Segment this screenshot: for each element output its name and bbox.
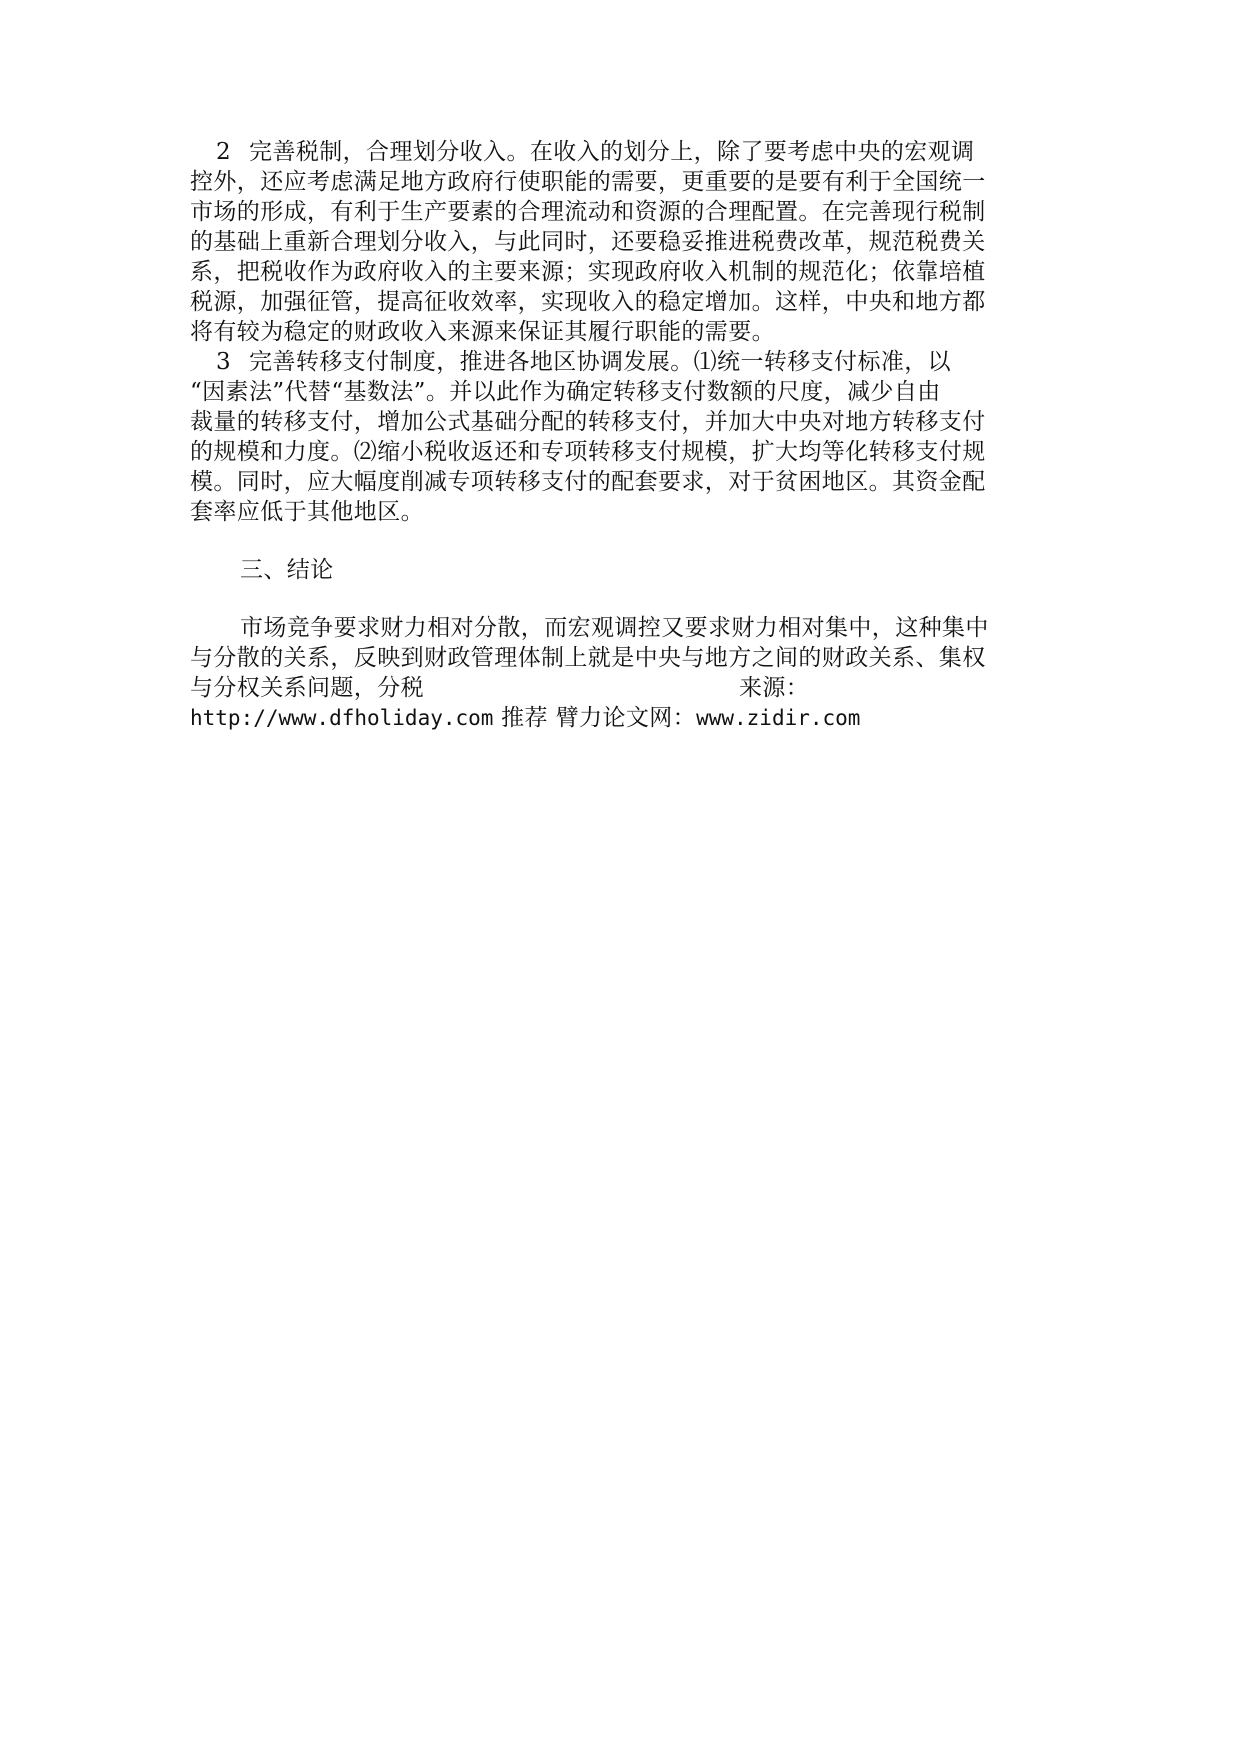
source-link[interactable]: http://www.dfholiday.com [190, 706, 494, 730]
paragraph-2-line-5: 系，把税收作为政府收入的主要来源；实现政府收入机制的规范化；依靠培植 [190, 259, 986, 285]
paragraph-3-line-2: “因素法”代替“基数法”。并以此作为确定转移支付数额的尺度，减少自由 [190, 379, 941, 405]
paragraph-3-line-4: 的规模和力度。⑵缩小税收返还和专项转移支付规模，扩大均等化转移支付规 [190, 439, 986, 465]
source-label: 来源： [739, 675, 810, 701]
conclusion-line-1: 市场竞争要求财力相对分散，而宏观调控又要求财力相对集中，这种集中 [240, 615, 989, 641]
paragraph-2-line-7: 将有较为稳定的财政收入来源来保证其履行职能的需要。 [190, 319, 775, 345]
conclusion-line-2: 与分散的关系，反映到财政管理体制上就是中央与地方之间的财政关系、集权 [190, 645, 986, 671]
paragraph-3-line-1: 3 完善转移支付制度，推进各地区协调发展。⑴统一转移支付标准，以 [216, 349, 952, 375]
site-link[interactable]: www.zidir.com [696, 706, 861, 730]
paragraph-2-line-6: 税源，加强征管，提高征收效率，实现收入的稳定增加。这样，中央和地方都 [190, 289, 986, 315]
footer-links-line [190, 703, 860, 733]
paragraph-2-number: 2 [216, 139, 232, 165]
conclusion-line-3: 与分权关系问题，分税 来源： [190, 675, 810, 701]
paragraph-3-line-3: 裁量的转移支付，增加公式基础分配的转移支付，并加大中央对地方转移支付 [190, 409, 986, 435]
paragraph-3-line-6: 套率应低于其他地区。 [190, 499, 424, 525]
paragraph-3-number: 3 [216, 349, 232, 375]
recommend-label: 推荐 [501, 705, 548, 731]
paragraph-2-line-2: 控外，还应考虑满足地方政府行使职能的需要，更重要的是要有利于全国统一 [190, 169, 986, 195]
paragraph-2-line-3: 市场的形成，有利于生产要素的合理流动和资源的合理配置。在完善现行税制 [190, 199, 986, 225]
section-heading: 三、结论 [240, 557, 334, 583]
site-label: 臂力论文网： [555, 705, 697, 731]
paragraph-2-line-4: 的基础上重新合理划分收入，与此同时，还要稳妥推进税费改革，规范税费关 [190, 229, 986, 255]
paragraph-2-line-1: 2 完善税制，合理划分收入。在收入的划分上，除了要考虑中央的宏观调 [216, 139, 975, 165]
paragraph-3-line-5: 模。同时，应大幅度削减专项转移支付的配套要求，对于贫困地区。其资金配 [190, 469, 986, 495]
